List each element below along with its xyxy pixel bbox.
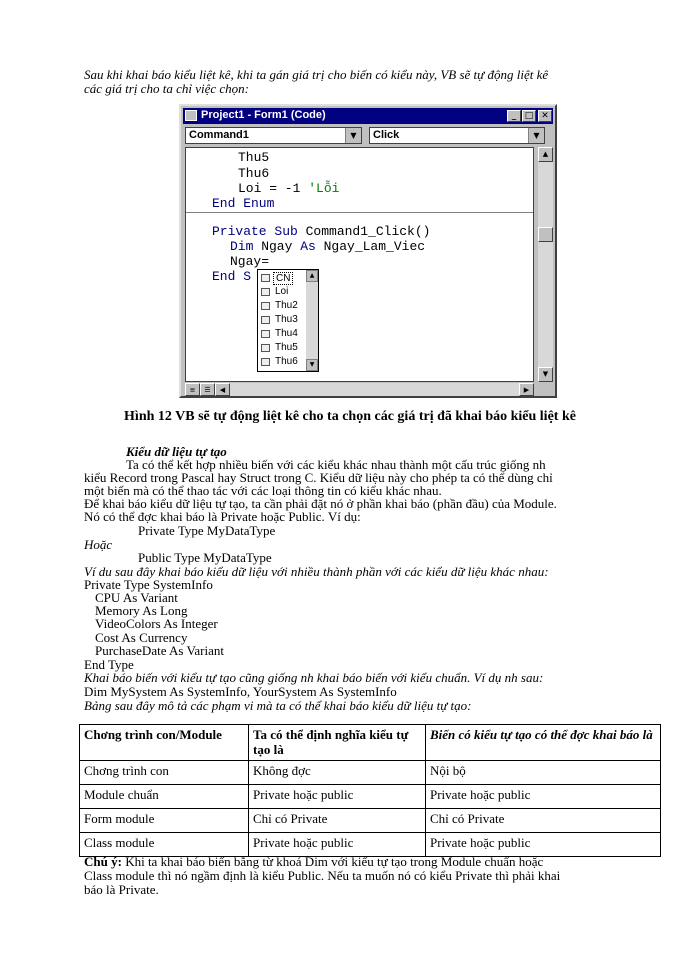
code-example: Memory As Long — [95, 603, 188, 618]
scroll-down-icon[interactable]: ▼ — [306, 359, 318, 371]
scroll-up-icon[interactable]: ▲ — [538, 147, 553, 162]
scroll-thumb[interactable] — [538, 227, 553, 242]
code-example: End Type — [84, 657, 134, 672]
intro-line-1: Sau khi khai báo kiểu liệt kê, khi ta gán giá trị cho biến có kiểu này, VB sẽ tự động liệt kê — [84, 67, 549, 82]
table-cell: Chỉ có Private — [426, 809, 661, 833]
window-title: Project1 - Form1 (Code) — [201, 109, 326, 121]
object-combo-value: Command1 — [189, 129, 249, 141]
object-combo[interactable] — [185, 127, 362, 144]
body-line: Ví du sau đây khai báo kiểu dữ liệu với nhiều thành phần với các kiểu dữ liệu khác nhau: — [84, 564, 549, 579]
list-item[interactable]: Thu5 — [260, 342, 304, 355]
code-example: PurchaseDate As Variant — [95, 643, 225, 658]
list-item[interactable]: Loi — [260, 286, 304, 299]
code-line: Thu5 — [238, 150, 270, 165]
scroll-right-icon[interactable]: ▶ — [519, 383, 534, 396]
table-row — [80, 761, 661, 785]
chevron-down-icon[interactable]: ▼ — [345, 128, 361, 143]
table-row — [80, 785, 661, 809]
procedure-view-icon[interactable]: ≡ — [185, 383, 200, 396]
note-line: báo là Private. — [84, 882, 159, 897]
vb-code-window — [179, 104, 557, 398]
body-line: Nó có thể đợc khai báo là Private hoặc Public. Ví dụ: — [84, 509, 361, 524]
code-line: Ngay= — [230, 254, 270, 269]
enum-member-icon — [261, 288, 270, 296]
enum-member-icon — [261, 330, 270, 338]
table-header-row — [80, 725, 661, 761]
procedure-separator — [186, 212, 533, 213]
table-cell: Private hoặc public — [426, 785, 661, 809]
enum-member-icon — [261, 358, 270, 366]
list-item[interactable]: Thu4 — [260, 328, 304, 341]
table-cell: Private hoặc public — [249, 785, 426, 809]
code-line: Dim Ngay As Ngay_Lam_Viec — [230, 239, 426, 254]
list-item[interactable]: Thu6 — [260, 356, 304, 369]
list-item[interactable]: CN — [260, 272, 304, 285]
table-cell: Form module — [80, 809, 249, 833]
intro-line-2: các giá trị cho ta chỉ việc chọn: — [84, 81, 249, 96]
table-header: Chơng trình con/Module — [80, 725, 249, 761]
code-line: Thu6 — [238, 166, 270, 181]
table-header: Biến có kiểu tự tạo có thể đợc khai báo là — [426, 725, 661, 761]
body-line: Hoặc — [84, 537, 113, 552]
code-example: Public Type MyDataType — [138, 550, 272, 565]
scroll-left-icon[interactable]: ◀ — [215, 383, 230, 396]
code-line: Loi = -1 'Lỗi — [238, 181, 340, 196]
vertical-scrollbar[interactable] — [538, 147, 553, 382]
window-titlebar — [183, 108, 553, 124]
table-header: Ta có thể định nghĩa kiểu tự tạo là — [249, 725, 426, 761]
code-line: End Enum — [212, 196, 275, 211]
note-label: Chú ý: — [84, 854, 122, 869]
close-icon[interactable]: ✕ — [538, 110, 552, 122]
note-text: Khi ta khai báo biến bằng từ khoá Dim với kiểu tự tạo trong Module chuẩn hoặc — [121, 854, 544, 869]
table-cell: Class module — [80, 833, 249, 857]
code-line: End S — [212, 269, 252, 284]
table-cell: Private hoặc public — [249, 833, 426, 857]
procedure-combo-value: Click — [373, 129, 400, 141]
app-icon — [185, 110, 197, 121]
table-cell: Chơng trình con — [80, 761, 249, 785]
section-heading: Kiểu dữ liệu tự tạo — [126, 444, 227, 459]
table-row — [80, 833, 661, 857]
note-line: Class module thì nó ngầm định là kiểu Public. Nếu ta muốn nó có kiểu Private thì phải khai — [84, 868, 561, 883]
enum-member-icon — [261, 316, 270, 324]
code-example: Dim MySystem As SystemInfo, YourSystem As SystemInfo — [84, 684, 397, 699]
module-view-icon[interactable]: ☰ — [200, 383, 215, 396]
code-example: Private Type MyDataType — [138, 523, 276, 538]
body-line: kiểu Record trong Pascal hay Struct trong C. Kiểu dữ liệu này cho phép ta có thể dùng chỉ — [84, 470, 553, 485]
table-cell: Nội bộ — [426, 761, 661, 785]
list-item[interactable]: Thu3 — [260, 314, 304, 327]
table-cell: Chỉ có Private — [249, 809, 426, 833]
scroll-up-icon[interactable]: ▲ — [306, 270, 318, 282]
code-editor[interactable] — [185, 147, 534, 382]
enum-member-icon — [261, 344, 270, 352]
horizontal-scrollbar[interactable] — [185, 383, 534, 396]
maximize-icon[interactable]: □ — [522, 110, 536, 122]
enum-member-icon — [261, 302, 270, 310]
chevron-down-icon[interactable]: ▼ — [528, 128, 544, 143]
body-line: Để khai báo kiểu dữ liệu tự tạo, ta cần phải đặt nó ở phần khai báo (phần đầu) của Module. — [84, 496, 557, 511]
code-example: CPU As Variant — [95, 590, 178, 605]
body-line: Bảng sau đây mô tả các phạm vi mà ta có thể khai báo kiểu dữ liệu tự tạo: — [84, 698, 472, 713]
autocomplete-scrollbar[interactable] — [306, 270, 318, 371]
note-line — [84, 855, 543, 869]
enum-member-icon — [261, 274, 270, 282]
body-line: Ta có thể kết hợp nhiều biến với các kiểu khác nhau thành một cấu trúc giống nh — [126, 457, 546, 472]
procedure-combo[interactable] — [369, 127, 545, 144]
minimize-icon[interactable]: _ — [507, 110, 521, 122]
body-line: Khai báo biến với kiểu tự tạo cũng giống nh khai báo biến với kiểu chuẩn. Ví dụ nh sau: — [84, 670, 544, 685]
table-cell: Private hoặc public — [426, 833, 661, 857]
table-cell: Module chuẩn — [80, 785, 249, 809]
code-example: Private Type SystemInfo — [84, 577, 213, 592]
table-cell: Không đợc — [249, 761, 426, 785]
scope-table — [79, 724, 661, 857]
autocomplete-list[interactable] — [257, 269, 319, 372]
list-item[interactable]: Thu2 — [260, 300, 304, 313]
figure-caption: Hình 12 VB sẽ tự động liệt kê cho ta chọn các giá trị đã khai báo kiểu liệt kê — [124, 409, 576, 424]
body-line: một biến mà có thể thao tác với các loại thông tin có kiểu khác nhau. — [84, 483, 442, 498]
code-line: Private Sub Command1_Click() — [212, 224, 431, 239]
table-row — [80, 809, 661, 833]
code-example: VideoColors As Integer — [95, 616, 218, 631]
scroll-down-icon[interactable]: ▼ — [538, 367, 553, 382]
code-example: Cost As Currency — [95, 630, 188, 645]
